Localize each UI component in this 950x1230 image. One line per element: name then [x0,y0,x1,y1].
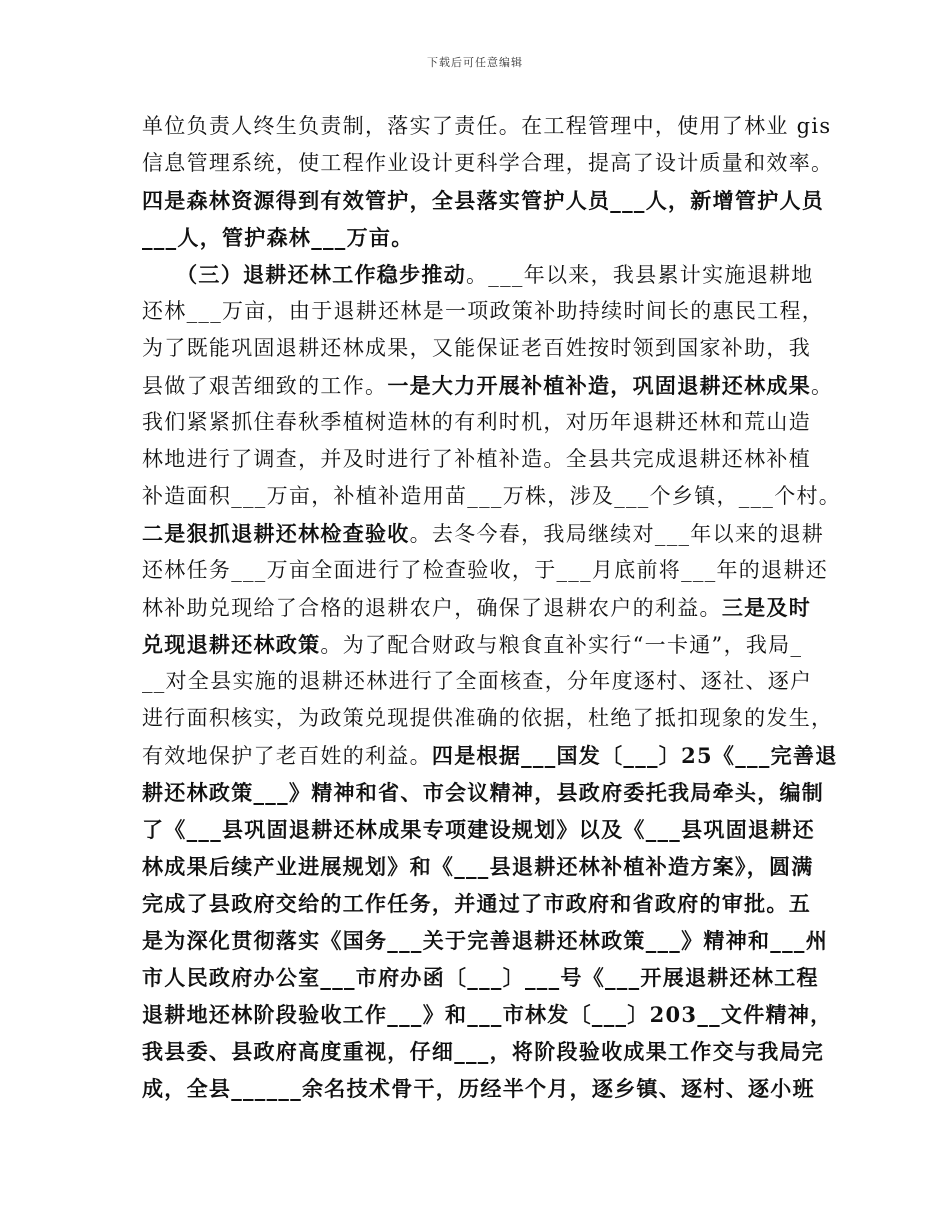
text-segment: 兑现退耕还林政策 [142,632,321,657]
text-line [142,663,814,700]
text-line [142,293,825,330]
text-segment: 一是大力开展补植补造，巩固退耕还林成果 [387,373,812,398]
text-segment: 还林___万亩，由于退耕还林是一项政策补助持续时间长的惠民工程， [142,299,825,323]
text-segment: 我们紧紧抓住春秋季植树造林的有利时机，对历年退耕还林和荒山造 [142,410,811,434]
text-segment: 为了既能巩固退耕还林成果，又能保证老百姓按时领到国家补助，我 [142,336,811,360]
text-line [142,626,814,663]
text-segment: 四是森林资源得到有效管护，全县落实管护人员___人，新增管护人员 [142,188,825,213]
text-line [142,108,832,145]
text-line [142,811,814,848]
text-segment: 。为了配合财政与粮食直补实行“一卡通”，我局_ [320,633,803,657]
text-line [142,885,814,922]
text-line [142,848,814,885]
text-line [142,737,838,774]
text-segment: 成，全县______余名技术骨干，历经半个月，逐乡镇、逐村、逐小班 [142,1076,815,1101]
text-segment: 市人民政府办公室___市府办函〔___〕___号《___开展退耕还林工程 [142,965,819,990]
text-segment: 林成果后续产业进展规划》和《___县退耕还林补植补造方案》，圆满 [142,854,814,879]
text-segment: 。 [811,374,834,398]
text-line [142,182,825,219]
text-line [142,1070,814,1107]
text-segment: 进行面积核实，为政策兑现提供准确的依据，杜绝了抵扣现象的发生， [142,706,834,730]
text-segment: __对全县实施的退耕还林进行了全面核查，分年度逐村、逐社、逐户 [142,669,813,693]
text-line [142,774,825,811]
text-line [142,552,828,589]
text-line [142,700,834,737]
text-segment: 我县委、县政府高度重视，仔细___，将阶段验收成果工作交与我局完 [142,1039,825,1064]
text-line [142,478,842,515]
text-line [142,367,834,404]
text-line [142,1033,825,1070]
text-segment: （三）退耕还林工作稳步推动 [142,262,466,287]
text-segment: 。去冬今春，我局继续对___年以来的退耕 [409,522,825,546]
text-line [142,441,814,478]
text-segment: 退耕地还林阶段验收工作___》和___市林发〔___〕203__文件精神， [142,1002,833,1027]
text-segment: 补造面积___万亩，补植补造用苗___万株，涉及___个乡镇，___个村。 [142,484,842,508]
text-segment: 是为深化贯彻落实《国务___关于完善退耕还林政策___》精神和___州 [142,928,828,953]
text-segment: 三是及时 [721,595,812,620]
text-line [142,922,828,959]
text-segment: 。___年以来，我县累计实施退耕地 [466,263,814,287]
text-segment: 信息管理系统，使工程作业设计更科学合理，提高了设计质量和效率。 [142,151,834,175]
text-segment: 四是根据___国发〔___〕25《___完善退 [431,743,838,768]
text-line [142,145,834,182]
text-line [142,256,814,293]
text-segment: 林地进行了调查，并及时进行了补植补造。全县共完成退耕还林补植 [142,447,811,471]
text-segment: 二是狠抓退耕还林检查验收 [142,521,410,546]
text-segment: ___人，管护森林___万亩。 [142,225,414,250]
text-line [142,219,814,256]
text-line [142,404,814,441]
text-line [142,589,814,626]
text-line [142,996,833,1033]
text-segment: 还林任务___万亩全面进行了检查验收，于___月底前将___年的退耕还 [142,558,828,582]
text-segment: 有效地保护了老百姓的利益。 [142,744,432,768]
text-segment: 县做了艰苦细致的工作。 [142,374,388,398]
text-segment: 林补助兑现给了合格的退耕农户，确保了退耕农户的利益。 [142,596,722,620]
text-line [142,515,825,552]
text-segment: 了《___县巩固退耕还林成果专项建设规划》以及《___县巩固退耕还 [142,817,815,842]
text-line [142,330,814,367]
text-segment: 单位负责人终生负责制，落实了责任。在工程管理中，使用了林业 gis [142,114,832,138]
document-body [142,108,842,1107]
text-segment: 耕还林政策___》精神和省、市会议精神，县政府委托我局牵头，编制 [142,780,825,805]
text-line [142,959,819,996]
text-segment: 完成了县政府交给的工作任务，并通过了市政府和省政府的审批。五 [142,891,811,916]
page-header: 下载后可任意编辑 [427,56,523,69]
